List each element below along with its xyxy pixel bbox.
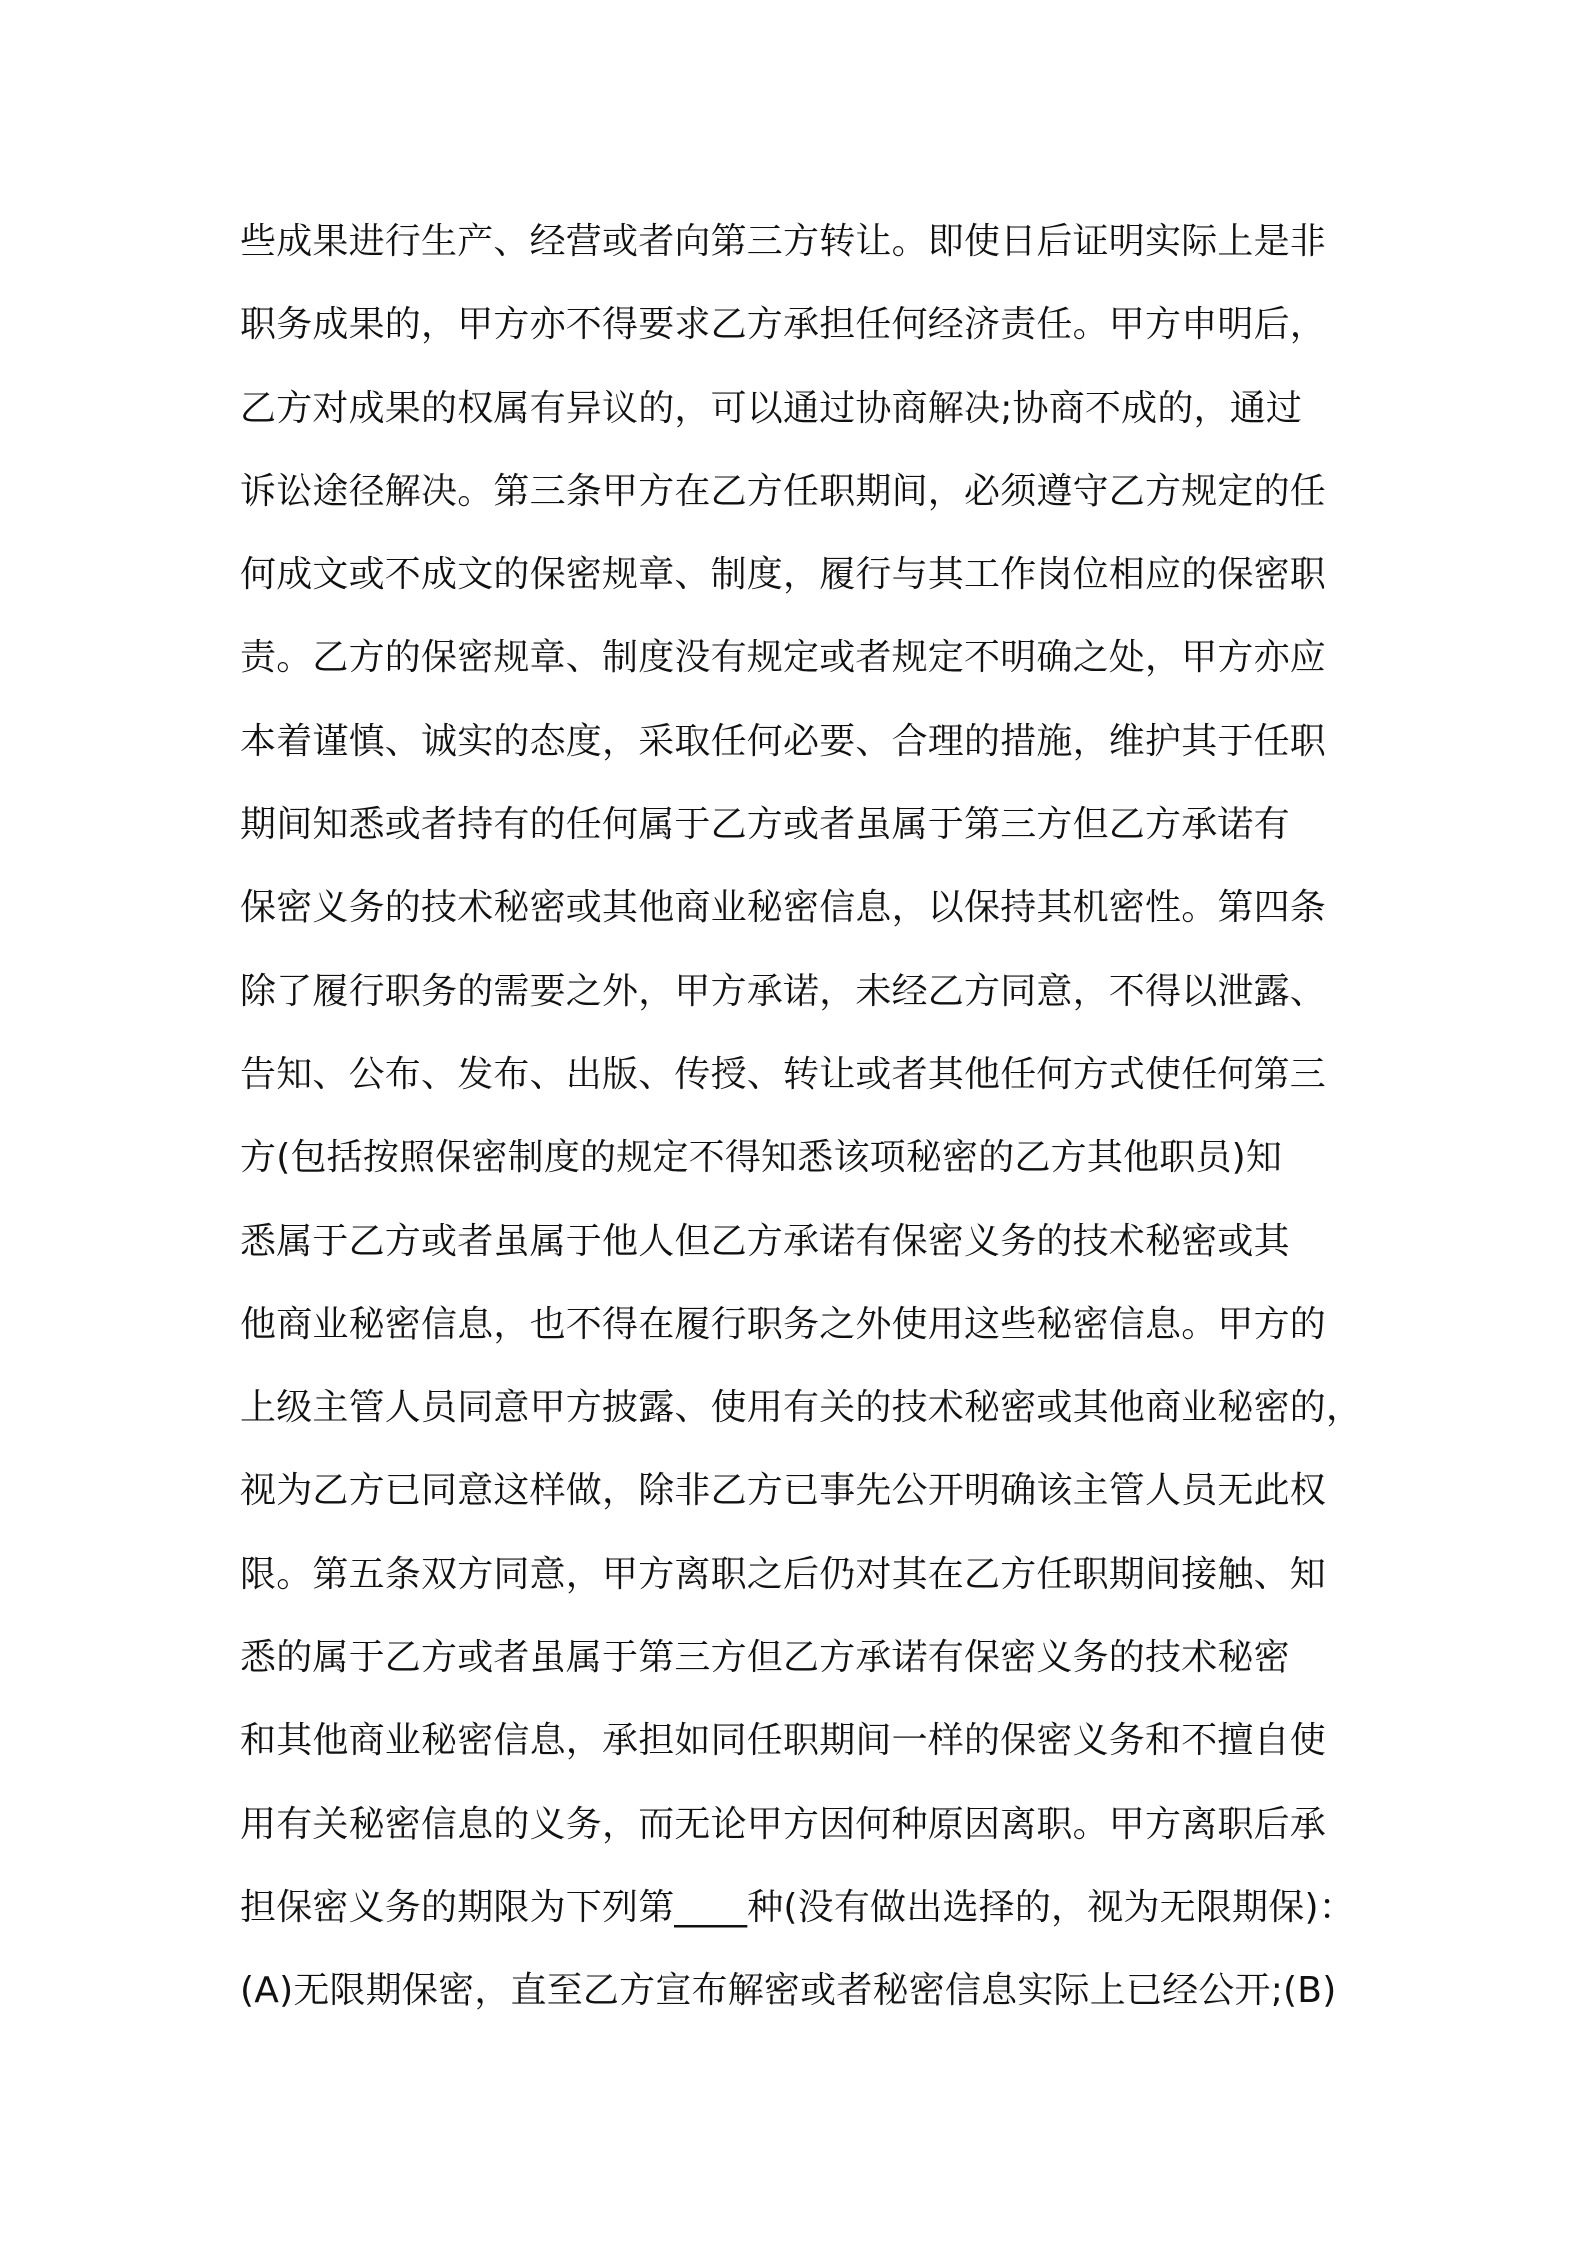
text-line: (A)无限期保密，直至乙方宣布解密或者秘密信息实际上已经公开;(B) (240, 1970, 1337, 2012)
text-line: 悉属于乙方或者虽属于他人但乙方承诺有保密义务的技术秘密或其 (240, 1220, 1290, 1262)
text-line: 视为乙方已同意这样做，除非乙方已事先公开明确该主管人员无此权 (240, 1470, 1327, 1512)
text-line: 诉讼途径解决。第三条甲方在乙方任职期间，必须遵守乙方规定的任 (240, 470, 1327, 512)
body-text (240, 200, 1380, 2033)
text-line: 些成果进行生产、经营或者向第三方转让。即使日后证明实际上是非 (240, 221, 1327, 262)
text-line: 保密义务的技术秘密或其他商业秘密信息，以保持其机密性。第四条 (240, 887, 1327, 929)
text-line: 何成文或不成文的保密规章、制度，履行与其工作岗位相应的保密职 (240, 554, 1327, 596)
text-line: 他商业秘密信息，也不得在履行职务之外使用这些秘密信息。甲方的 (240, 1303, 1327, 1345)
text-line: 悉的属于乙方或者虽属于第三方但乙方承诺有保密义务的技术秘密 (240, 1637, 1290, 1679)
text-line: 除了履行职务的需要之外，甲方承诺，未经乙方同意，不得以泄露、 (240, 970, 1327, 1012)
text-line: 限。第五条双方同意，甲方离职之后仍对其在乙方任职期间接触、知 (240, 1553, 1327, 1595)
text-line: 用有关秘密信息的义务，而无论甲方因何种原因离职。甲方离职后承 (240, 1803, 1327, 1845)
text-line: 期间知悉或者持有的任何属于乙方或者虽属于第三方但乙方承诺有 (240, 804, 1290, 846)
text-line: 上级主管人员同意甲方披露、使用有关的技术秘密或其他商业秘密的， (240, 1387, 1363, 1429)
text-line: 乙方对成果的权属有异议的，可以通过协商解决;协商不成的，通过 (240, 387, 1303, 429)
text-line: 本着谨慎、诚实的态度，采取任何必要、合理的措施，维护其于任职 (240, 720, 1327, 762)
text-line: 告知、公布、发布、出版、传授、转让或者其他任何方式使任何第三 (240, 1053, 1327, 1095)
text-line: 职务成果的，甲方亦不得要求乙方承担任何经济责任。甲方申明后， (240, 304, 1327, 346)
text-line: 担保密义务的期限为下列第____种(没有做出选择的，视为无限期保)： (240, 1886, 1355, 1928)
text-line: 方(包括按照保密制度的规定不得知悉该项秘密的乙方其他职员)知 (240, 1137, 1283, 1179)
text-line: 责。乙方的保密规章、制度没有规定或者规定不明确之处，甲方亦应 (240, 637, 1327, 679)
text-line: 和其他商业秘密信息，承担如同任职期间一样的保密义务和不擅自使 (240, 1720, 1327, 1762)
